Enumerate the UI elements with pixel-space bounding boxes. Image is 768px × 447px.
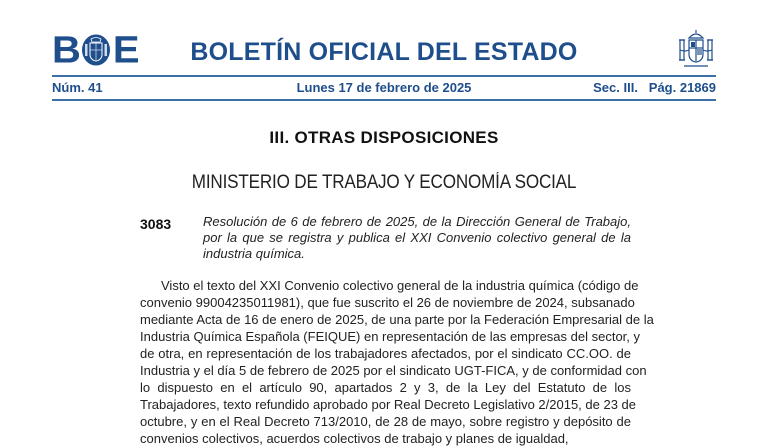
body-line: Visto el texto del XXI Convenio colectivo general de la industria química (código de	[161, 278, 639, 293]
body-line: Industria y el día 5 de febrero de 2025 por el sindicato UGT-FICA, y de conformidad con	[140, 363, 647, 378]
logo-letter-b: B	[52, 29, 79, 71]
body-line: mediante Acta de 16 de enero de 2025, de una parte por la Federación Empresarial de la	[140, 312, 654, 327]
header-top-rule	[52, 75, 716, 77]
body-line: de otra, en representación de los trabajadores afectados, por el sindicato CC.OO. de	[140, 346, 631, 361]
body-paragraph	[140, 277, 654, 447]
body-line: convenios colectivos, acuerdos colectivos de trabajo y planes de igualdad,	[140, 431, 569, 446]
publication-date: Lunes 17 de febrero de 2025	[296, 80, 472, 95]
header-info-row	[52, 80, 716, 96]
issue-number: Núm. 41	[52, 80, 103, 95]
body-line: convenio 99004235011981), que fue suscrito el 26 de noviembre de 2024, subsanado	[140, 295, 635, 310]
entry-number: 3083	[140, 216, 172, 232]
logo-letter-e: E	[112, 29, 138, 71]
body-line: Industria Química Española (FEIQUE) en representación de las empresas del sector, y	[140, 329, 641, 344]
ministry-title: MINISTERIO DE TRABAJO Y ECONOMÍA SOCIAL	[191, 172, 577, 193]
body-line: octubre, y en el Real Decreto 713/2010, de 28 de mayo, sobre registro y depósito de	[140, 414, 631, 429]
section-page: Sec. III. Pág. 21869	[593, 80, 716, 95]
header-bottom-rule	[52, 99, 716, 101]
masthead-title: BOLETÍN OFICIAL DEL ESTADO	[190, 38, 578, 66]
coat-of-arms-icon	[676, 28, 716, 70]
body-line: Trabajadores, texto refundido aprobado por Real Decreto Legislativo 2/2015, de 23 de	[140, 397, 637, 412]
section-title: III. OTRAS DISPOSICIONES	[269, 128, 499, 147]
entry-title: Resolución de 6 de febrero de 2025, de la Dirección General de Trabajo, por la que se registra y publica el XXI Convenio colectivo general de la industria química.	[203, 214, 631, 261]
body-line: lo dispuesto en el artículo 90, apartados 2 y 3, de la Ley del Estatuto de los	[140, 380, 631, 395]
